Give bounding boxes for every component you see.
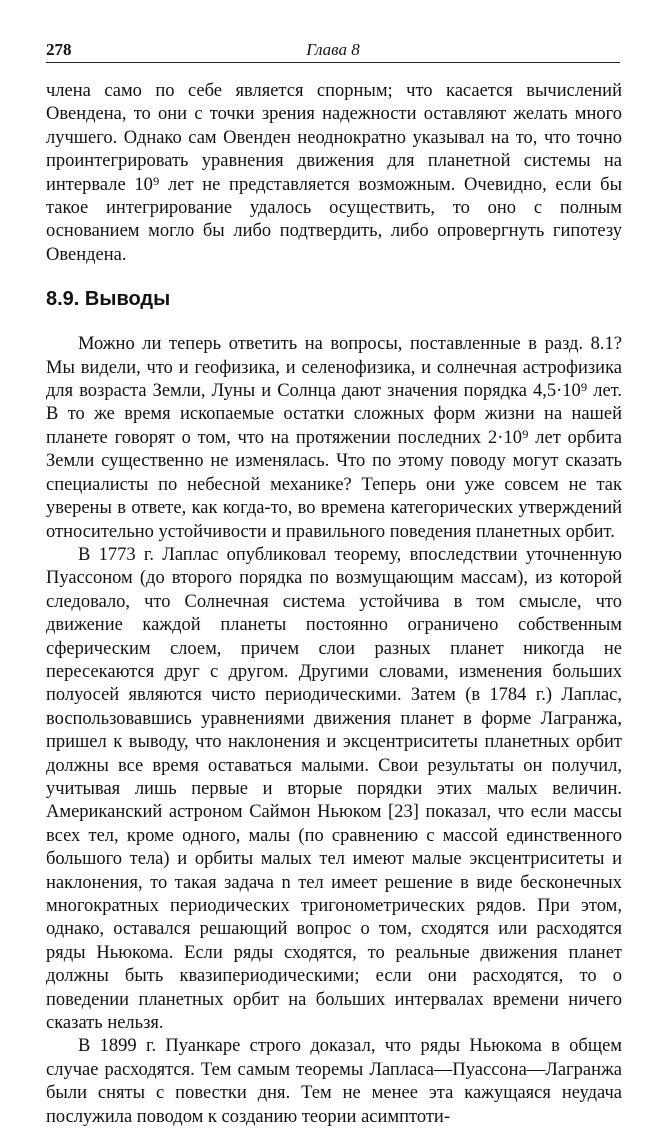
- page-number: 278: [46, 40, 72, 59]
- page-header: [46, 38, 620, 63]
- paragraph-2: В 1773 г. Лаплас опубликовал теорему, впоследствии уточненную Пуассоном (до второго порядка по возмущающим массам), из которой следовало, что Солнечная система устойчива в том смысле, что движение каждой планеты постоянно ограничено собственным сферическим слоем, причем слои разных планет никогда не пересекаются друг с другом. Другими словами, изменения больших полуосей являются чисто периодическими. Затем (в 1784 г.) Лаплас, воспользовавшись уравнениями движения планет в форме Лагранжа, пришел к выводу, что наклонения и эксцентриситеты планетных орбит должны все время оставаться малыми. Свои результаты он получил, учитывая лишь первые и вторые порядки этих малых величин. Американский астроном Саймон Ньюком [23] показал, что если массы всех тел, кроме одного, малы (по сравнению с массой единственного большого тела) и орбиты малых тел имеют малые эксцентриситеты и наклонения, то такая задача n тел имеет решение в виде бесконечных многократных периодических тригонометрических рядов. При этом, однако, оставался решающий вопрос о том, сходятся или расходятся ряды Ньюкома. Если ряды сходятся, то реальные движения планет должны быть квазипериодическими; если они расходятся, то о поведении планетных орбит на больших интервалах времени ничего сказать нельзя.: [46, 544, 622, 1034]
- carry-over-paragraph: члена само по себе является спорным; что касается вычислений Овендена, то они с точки зрения надежности оставляют желать много лучшего. Однако сам Овенден неоднократно указывал на то, что точно проинтегрировать уравнения движения для планетной системы на интервале 10⁹ лет не представляется возможным. Очевидно, если бы такое интегрирование удалось осуществить, то оно с полным основанием могло бы либо подтвердить, либо опровергнуть гипотезу Овендена.: [46, 81, 622, 265]
- section-heading: 8.9. Выводы: [46, 288, 171, 311]
- paragraph-3: В 1899 г. Пуанкаре строго доказал, что ряды Ньюкома в общем случае расходятся. Тем самым теоремы Лапласа—Пуассона—Лагранжа были сняты с повестки дня. Тем не менее эта кажущаяся неудача послужила поводом к созданию теории асимптоти-: [46, 1036, 622, 1127]
- paragraph-1: Можно ли теперь ответить на вопросы, поставленные в разд. 8.1? Мы видели, что и геофизика, и селенофизика, и солнечная астрофизика для возраста Земли, Луны и Солнца дают значения порядка 4,5·10⁹ лет. В то же время ископаемые остатки сложных форм жизни на нашей планете говорят о том, что на протяжении последних 2·10⁹ лет орбита Земли существенно не изменялась. Что по этому поводу могут сказать специалисты по небесной механике? Теперь они уже совсем не так уверены в ответе, как когда-то, во времена категорических утверждений относительно устойчивости и правильного поведения планетных орбит.: [46, 334, 622, 542]
- running-head: Глава 8: [306, 40, 360, 59]
- page-content: [46, 80, 622, 1129]
